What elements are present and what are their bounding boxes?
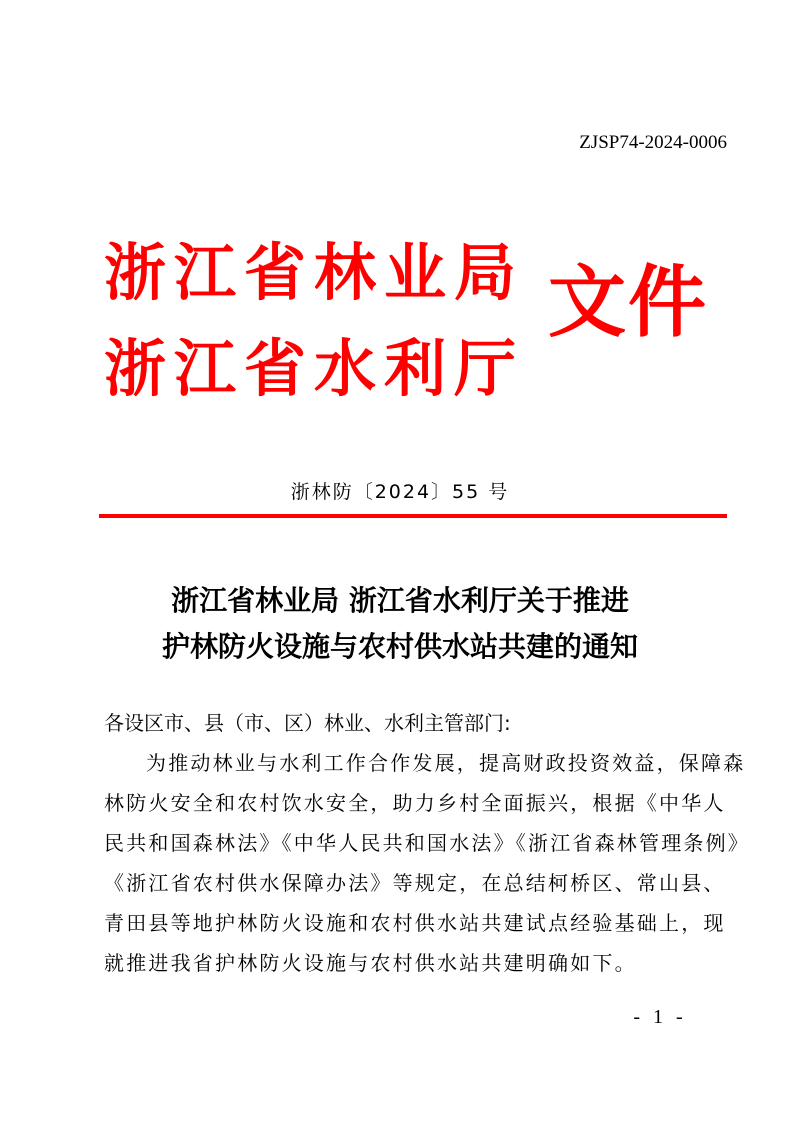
issuer-document-suffix: 文件 <box>548 257 709 348</box>
issuer-water-resources-department: 浙江省水利厅 <box>104 332 525 405</box>
paragraph-line: 青田县等地护林防火设施和农村供水站共建试点经验基础上，现 <box>104 911 726 935</box>
issuer-forestry-bureau: 浙江省林业局 <box>104 236 525 309</box>
paragraph-line: 林防火安全和农村饮水安全，助力乡村全面振兴，根据《中华人 <box>104 791 726 815</box>
document-body <box>104 703 750 983</box>
document-number: 浙林防〔2024〕55 号 <box>290 481 510 503</box>
paragraph-line: 《浙江省农村供水保障办法》等规定，在总结柯桥区、常山县、 <box>104 871 726 895</box>
title-line-2: 护林防火设施与农村供水站共建的通知 <box>161 630 638 663</box>
addressee: 各设区市、县（市、区）林业、水利主管部门: <box>104 711 511 735</box>
document-code: ZJSP74-2024-0006 <box>579 132 727 153</box>
paragraph-line: 就推进我省护林防火设施与农村供水站共建明确如下。 <box>104 951 637 975</box>
paragraph-line: 为推动林业与水利工作合作发展，提高财政投资效益，保障森 <box>146 751 746 775</box>
red-separator-line <box>99 514 727 518</box>
issuing-authority <box>104 225 544 417</box>
page-number: - 1 - <box>633 1006 687 1028</box>
document-title <box>0 578 800 670</box>
title-line-1: 浙江省林业局 浙江省水利厅关于推进 <box>171 584 629 617</box>
paragraph-line: 民共和国森林法》《中华人民共和国水法》《浙江省森林管理条例》 <box>104 831 750 855</box>
